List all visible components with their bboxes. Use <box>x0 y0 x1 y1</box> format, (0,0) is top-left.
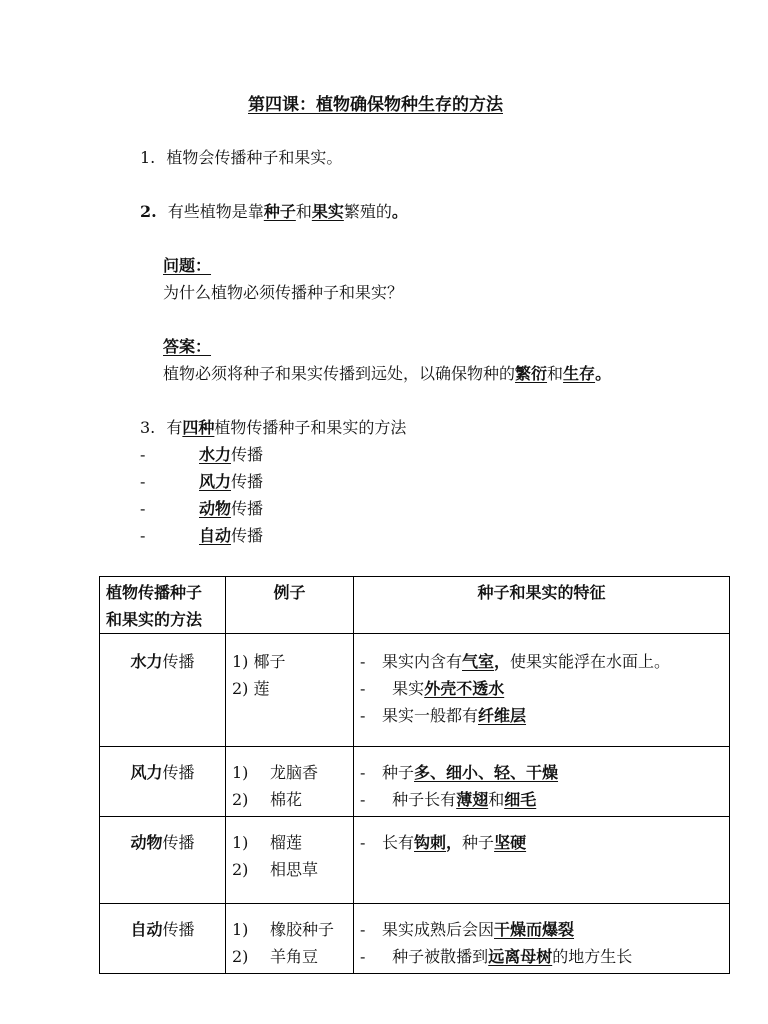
list-dash: - <box>140 445 146 464</box>
header-method <box>100 577 226 634</box>
header-example <box>226 577 354 634</box>
example-item: 1) 橡胶种子 <box>232 920 335 939</box>
list-suffix: 传播 <box>231 445 264 464</box>
feature-cell <box>354 634 730 747</box>
method-list-item <box>140 499 264 519</box>
example-cell <box>226 817 354 904</box>
method-cell <box>100 747 226 817</box>
table-row <box>100 904 730 974</box>
item-3-keyword: 四种 <box>182 418 215 437</box>
feature-line: - 果实内含有气室，使果实能浮在水面上。 <box>360 652 671 671</box>
page-title: 第四课：植物确保物种生存的方法 <box>248 95 503 115</box>
item-2-keyword-fruit: 果实 <box>311 202 344 221</box>
list-dash: - <box>140 499 146 518</box>
item-3-suffix: 植物传播种子和果实的方法 <box>214 418 407 437</box>
table-header-row <box>100 577 730 634</box>
example-item: 2) 相思草 <box>232 860 319 879</box>
table-row <box>100 817 730 904</box>
feature-keyword: 外壳不透水 <box>424 679 505 698</box>
item-2-prefix: 有些植物是靠 <box>167 202 264 221</box>
method-list-item <box>140 526 264 546</box>
method-suffix: 传播 <box>162 920 195 939</box>
answer-keyword-propagate: 繁衍 <box>515 364 548 383</box>
answer-text <box>163 364 611 384</box>
example-item: 1) 龙脑香 <box>232 763 319 782</box>
list-suffix: 传播 <box>231 499 264 518</box>
example-item: 2) 羊角豆 <box>232 947 319 966</box>
method-suffix: 传播 <box>162 652 195 671</box>
feature-keyword: 纤维层 <box>478 706 527 725</box>
list-suffix: 传播 <box>231 526 264 545</box>
example-cell <box>226 904 354 974</box>
feature-line: - 种子长有薄翅和细毛 <box>360 790 537 809</box>
list-keyword: 风力 <box>199 472 232 491</box>
feature-keyword: 薄翅 <box>456 790 489 809</box>
item-2-suffix: 繁殖的 <box>343 202 392 221</box>
method-keyword: 水力 <box>130 652 163 671</box>
method-keyword: 自动 <box>130 920 163 939</box>
feature-keyword: 干燥而爆裂 <box>494 920 575 939</box>
example-cell <box>226 747 354 817</box>
item-2-number: 2. <box>140 202 157 221</box>
list-suffix: 传播 <box>231 472 264 491</box>
item-3 <box>140 418 406 438</box>
item-2-mid: 和 <box>295 202 312 221</box>
method-cell <box>100 634 226 747</box>
example-item: 2) 棉花 <box>232 790 303 809</box>
list-keyword: 水力 <box>199 445 232 464</box>
item-2 <box>140 202 408 222</box>
method-suffix: 传播 <box>162 833 195 852</box>
header-feature <box>354 577 730 634</box>
feature-line: - 种子多、细小、轻、干燥 <box>360 763 559 782</box>
dispersal-table <box>99 576 730 974</box>
answer-prefix: 植物必须将种子和果实传播到远处，以确保物种的 <box>163 364 516 383</box>
feature-line: - 种子被散播到远离母树的地方生长 <box>360 947 633 966</box>
header-feature-label: 种子和果实的特征 <box>477 583 606 602</box>
item-1-text: 植物会传播种子和果实。 <box>166 148 343 167</box>
feature-keyword: 钩刺 <box>414 833 447 852</box>
feature-cell <box>354 747 730 817</box>
table-row <box>100 634 730 747</box>
feature-cell <box>354 904 730 974</box>
answer-mid: 和 <box>547 364 564 383</box>
method-keyword: 风力 <box>130 763 163 782</box>
list-keyword: 动物 <box>199 499 232 518</box>
method-list-item <box>140 472 264 492</box>
method-keyword: 动物 <box>130 833 163 852</box>
method-suffix: 传播 <box>162 763 195 782</box>
header-example-label: 例子 <box>273 583 306 602</box>
item-2-keyword-seed: 种子 <box>263 202 296 221</box>
feature-line: - 长有钩刺，种子坚硬 <box>360 833 527 852</box>
list-dash: - <box>140 526 146 545</box>
list-keyword: 自动 <box>199 526 232 545</box>
answer-keyword-survive: 生存 <box>563 364 596 383</box>
example-item: 2) 莲 <box>232 679 270 698</box>
feature-keyword: 细毛 <box>504 790 537 809</box>
example-cell <box>226 634 354 747</box>
feature-line: - 果实外壳不透水 <box>360 679 505 698</box>
item-2-end: 。 <box>391 202 408 221</box>
method-list-item <box>140 445 264 465</box>
item-1-number: 1. <box>140 148 156 167</box>
item-3-number: 3. <box>140 418 156 437</box>
feature-keyword: 多、细小、轻、干燥 <box>414 763 559 782</box>
question-text: 为什么植物必须传播种子和果实？ <box>163 283 404 302</box>
feature-line: - 果实一般都有纤维层 <box>360 706 527 725</box>
item-3-prefix: 有 <box>166 418 183 437</box>
feature-line: - 果实成熟后会因干燥而爆裂 <box>360 920 575 939</box>
header-method-line1: 植物传播种子 <box>106 583 203 602</box>
example-item: 1) 榴莲 <box>232 833 303 852</box>
feature-keyword: 远离母树 <box>488 947 553 966</box>
method-cell <box>100 904 226 974</box>
question-label: 问题： <box>163 256 212 275</box>
feature-cell <box>354 817 730 904</box>
example-item: 1) 椰子 <box>232 652 286 671</box>
list-dash: - <box>140 472 146 491</box>
answer-label: 答案： <box>163 337 212 356</box>
method-cell <box>100 817 226 904</box>
feature-keyword: 气室 <box>462 652 495 671</box>
table-row <box>100 747 730 817</box>
answer-end: 。 <box>595 364 612 383</box>
header-method-line2: 和果实的方法 <box>106 610 203 629</box>
feature-keyword: 坚硬 <box>494 833 527 852</box>
item-1 <box>140 148 342 168</box>
